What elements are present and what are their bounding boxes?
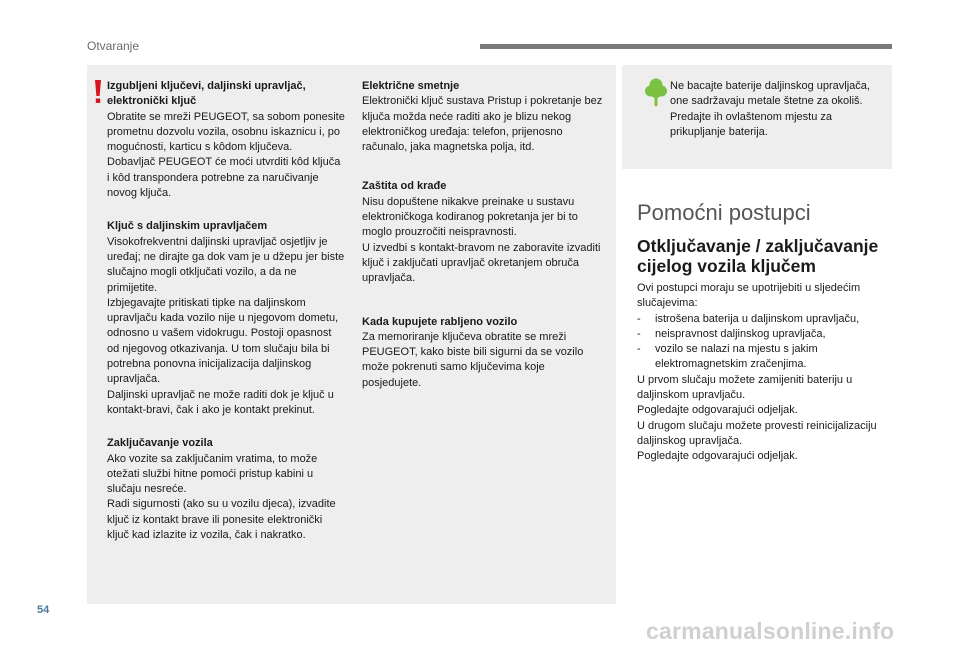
remote-key-title: Ključ s daljinskim upravljačem xyxy=(107,220,268,233)
anti-theft-text: Nisu dopuštene nikakve preinake u sustavu elektroničkoga kodiranog pokretanja jer bi to moglo prouzročiti neispravnosti. U izvedbi s kontakt-bravom ne zaboravite izvaditi ključ i zaključati upravljač okretanjem obruča upravljača. xyxy=(362,195,601,285)
header-bar xyxy=(480,44,892,49)
vehicle-locking-block xyxy=(107,436,345,543)
vehicle-locking-title: Zaključavanje vozila xyxy=(107,437,213,450)
electrical-interference-block xyxy=(362,79,606,155)
lost-keys-block xyxy=(107,79,345,201)
list-item: - vozilo se nalazi na mjestu s jakim elektromagnetskim zračenjima. xyxy=(637,342,895,373)
list-item: - istrošena baterija u daljinskom upravljaču, xyxy=(637,312,895,327)
eco-battery-text: Ne bacajte baterije daljinskog upravljača, one sadržavaju metale štetne za okoliš. Predajte ih ovlaštenom mjestu za prikupljanje baterija. xyxy=(670,80,870,138)
page-number: 54 xyxy=(37,604,50,616)
section-title: Otvaranje xyxy=(87,39,140,53)
remote-key-block xyxy=(107,219,345,418)
aux-procedures-body xyxy=(637,281,895,465)
vehicle-locking-text: Ako vozite sa zaključanim vratima, to može otežati službi hitne pomoći pristup kabini u slučaju nesreće. Radi sigurnosti (ako su u vozilu djeca), izvadite ključ iz kontakt brave ili ponesite elektronički ključ kad izlazite iz vozila, čak i nakratko. xyxy=(107,452,336,542)
used-vehicle-text: Za memoriranje ključeva obratite se mreži PEUGEOT, kako biste bili sigurni da se vozilo može pokrenuti samo ključevima koje posjedujete. xyxy=(362,330,584,389)
aux-outro-text: U prvom slučaju možete zamijeniti bateriju u daljinskom upravljaču. Pogledajte odgovarajući odjeljak. U drugom slučaju možete provesti reinicijalizaciju daljinskog upravljača. Pogledajte odgovarajući odjeljak. xyxy=(637,373,877,463)
electrical-interference-text: Elektronički ključ sustava Pristup i pokretanje bez ključa možda neće raditi ako je blizu nekog elektroničkog uređaja: telefon, prijenosno računalo, jaka magnetska polja, itd. xyxy=(362,95,603,154)
anti-theft-title: Zaštita od krađe xyxy=(362,180,447,193)
tree-eco-icon xyxy=(645,78,667,106)
lost-keys-title: Izgubljeni ključevi, daljinski upravljač, elektronički ključ xyxy=(107,80,306,108)
used-vehicle-block xyxy=(362,315,606,391)
lost-keys-text: Obratite se mreži PEUGEOT, sa sobom ponesite prometnu dozvolu vozila, osobnu iskaznicu i, po mogućnosti, karticu s kôdom ključeva. Dobavljač PEUGEOT će moći utvrditi kôd ključa i kôd transpondera potrebne za naručivanje novog ključa. xyxy=(107,110,345,200)
warning-left-column xyxy=(107,79,345,543)
warning-middle-column xyxy=(362,79,606,391)
electrical-interference-title: Električne smetnje xyxy=(362,80,460,92)
list-item: - neispravnost daljinskog upravljača, xyxy=(637,327,895,342)
lock-unlock-subtitle: Otključavanje / zaključavanje cijelog vozila ključem xyxy=(637,236,879,276)
used-vehicle-title: Kada kupujete rabljeno vozilo xyxy=(362,315,518,328)
remote-key-text: Visokofrekventni daljinski upravljač osjetljiv je uređaj; ne dirajte ga dok vam je u džepu jer biste slučajno mogli otključati vozilo, a da ne primijetite. Izbjegavajte pritiskati tipke na daljinskom upravljaču kada vozilo nije u njegovom dometu, odnosno u vašem vidokrugu. Postoji opasnost od njegovog otkazivanja. U tom slučaju bila bi potrebna ponovna inicijalizacija daljinskog upravljača. Daljinski upravljač ne može raditi dok je ključ u kontakt-bravi, čak i ako je kontakt prekinut. xyxy=(107,235,345,416)
exclamation-warning-icon xyxy=(92,80,104,104)
aux-cases-list xyxy=(637,312,895,373)
watermark: carmanualsonline.info xyxy=(646,618,895,644)
aux-procedures-title: Pomoćni postupci xyxy=(637,200,811,225)
aux-intro-text: Ovi postupci moraju se upotrijebiti u sljedećim slučajevima: xyxy=(637,282,861,310)
anti-theft-block xyxy=(362,179,606,286)
